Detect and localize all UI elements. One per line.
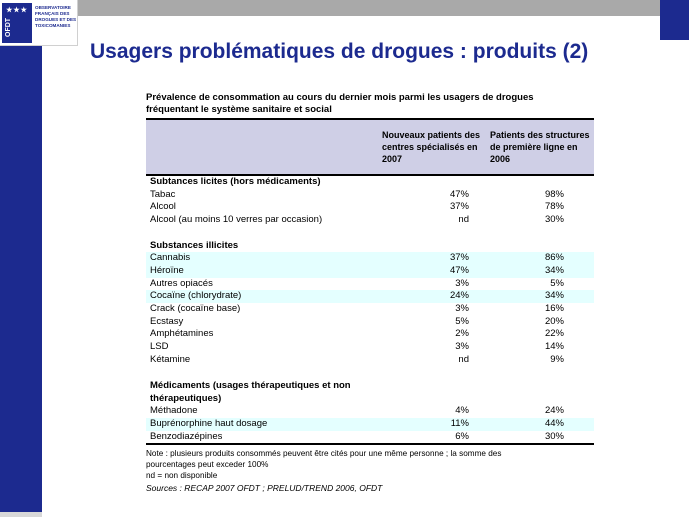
row-label: Tabac bbox=[150, 188, 176, 200]
value-first-line: 14% bbox=[544, 341, 564, 353]
empty-cell bbox=[486, 175, 594, 189]
row-label: Autres opiacés bbox=[150, 277, 213, 289]
table-header-row bbox=[146, 119, 594, 175]
table-row bbox=[146, 303, 594, 316]
ofdt-logo bbox=[0, 0, 78, 46]
top-gray-bar bbox=[78, 0, 660, 16]
table-row bbox=[146, 278, 594, 291]
prevalence-table bbox=[146, 118, 594, 445]
row-label: Cocaïne (chlorydrate) bbox=[146, 290, 378, 303]
empty-cell bbox=[486, 240, 594, 253]
bottom-tab bbox=[0, 512, 42, 517]
value-new-patients: 3% bbox=[455, 341, 469, 353]
value-new-patients: 5% bbox=[455, 315, 469, 327]
spacer-row bbox=[146, 227, 594, 240]
value-new-patients: nd bbox=[458, 353, 469, 365]
section-header-row bbox=[146, 240, 594, 253]
row-label: Kétamine bbox=[150, 353, 191, 365]
prevalence-table-block bbox=[146, 92, 594, 493]
row-label: Benzodiazépines bbox=[146, 431, 378, 445]
value-new-patients: nd bbox=[458, 214, 469, 226]
section-header-row bbox=[146, 175, 594, 189]
table-row bbox=[146, 405, 594, 418]
header-new-patients: Nouveaux patients des centres spécialisés en 2007 bbox=[378, 119, 486, 175]
logo-emblem bbox=[2, 3, 32, 43]
value-new-patients: 6% bbox=[378, 431, 486, 445]
table-row bbox=[146, 265, 594, 278]
table-row bbox=[146, 201, 594, 214]
logo-text-line: FRANÇAIS DES bbox=[35, 11, 70, 16]
logo-emblem-letters: OFDT bbox=[5, 17, 12, 37]
note-line: pourcentages peut exceder 100% bbox=[146, 460, 269, 470]
value-new-patients: 37% bbox=[378, 252, 486, 265]
value-first-line: 78% bbox=[544, 201, 564, 213]
value-first-line: 30% bbox=[486, 431, 594, 445]
table-row bbox=[146, 354, 594, 367]
value-new-patients: 37% bbox=[449, 201, 469, 213]
section-title: Médicaments (usages thérapeutiques et non thérapeutiques) bbox=[150, 380, 351, 405]
empty-cell bbox=[378, 240, 486, 253]
value-first-line: 24% bbox=[544, 405, 564, 417]
caption-line: Prévalence de consommation au cours du dernier mois parmi les usagers de drogues bbox=[146, 92, 534, 103]
left-brand-bar bbox=[0, 0, 42, 517]
section-header-row bbox=[146, 379, 594, 405]
table-caption bbox=[146, 92, 594, 118]
note-line: Note : plusieurs produits consommés peuvent être cités pour une même personne ; la somme des bbox=[146, 449, 502, 459]
row-label: Méthadone bbox=[150, 405, 198, 417]
sources-line: Sources : RECAP 2007 OFDT ; PRELUD/TREND 2006, OFDT bbox=[146, 483, 383, 494]
row-label: Alcool (au moins 10 verres par occasion) bbox=[150, 214, 323, 226]
logo-text-line: DROGUES ET DES bbox=[35, 17, 77, 22]
table-row bbox=[146, 252, 594, 265]
caption-line: fréquentant le système sanitaire et social bbox=[146, 104, 332, 115]
header-label-col bbox=[146, 119, 378, 175]
empty-cell bbox=[378, 379, 486, 405]
note-line: nd = non disponible bbox=[146, 471, 218, 481]
value-new-patients: 4% bbox=[455, 405, 469, 417]
value-new-patients: 3% bbox=[455, 277, 469, 289]
value-first-line: 44% bbox=[486, 418, 594, 431]
value-first-line: 86% bbox=[486, 252, 594, 265]
spacer-row bbox=[146, 367, 594, 380]
table-row bbox=[146, 290, 594, 303]
value-first-line: 5% bbox=[550, 277, 564, 289]
table-row bbox=[146, 189, 594, 202]
table-row bbox=[146, 418, 594, 431]
row-label: Buprénorphine haut dosage bbox=[146, 418, 378, 431]
value-first-line: 34% bbox=[486, 290, 594, 303]
row-label: Cannabis bbox=[146, 252, 378, 265]
table-row bbox=[146, 341, 594, 354]
row-label: Ecstasy bbox=[150, 315, 184, 327]
logo-text bbox=[35, 5, 77, 29]
value-first-line: 9% bbox=[550, 353, 564, 365]
table-row bbox=[146, 214, 594, 227]
row-label: Héroïne bbox=[146, 265, 378, 278]
value-first-line: 30% bbox=[544, 214, 564, 226]
section-title: Subtances licites (hors médicaments) bbox=[150, 176, 321, 187]
table-row bbox=[146, 316, 594, 329]
value-first-line: 34% bbox=[486, 265, 594, 278]
row-label: Crack (cocaïne base) bbox=[150, 303, 241, 315]
stars-icon: ★★★ bbox=[6, 7, 28, 14]
value-first-line: 22% bbox=[544, 328, 564, 340]
table-row bbox=[146, 431, 594, 445]
empty-cell bbox=[486, 379, 594, 405]
table-note bbox=[146, 448, 594, 481]
value-new-patients: 11% bbox=[378, 418, 486, 431]
header-first-line-patients: Patients des structures de première ligne en 2006 bbox=[486, 119, 594, 175]
value-new-patients: 2% bbox=[455, 328, 469, 340]
value-first-line: 98% bbox=[544, 188, 564, 200]
value-first-line: 16% bbox=[544, 303, 564, 315]
logo-text-line: OBSERVATOIRE bbox=[35, 5, 71, 10]
value-new-patients: 3% bbox=[455, 303, 469, 315]
row-label: Alcool bbox=[150, 201, 176, 213]
slide-title: Usagers problématiques de drogues : produits (2) bbox=[90, 40, 589, 63]
empty-cell bbox=[378, 175, 486, 189]
value-new-patients: 47% bbox=[449, 188, 469, 200]
row-label: Amphétamines bbox=[150, 328, 214, 340]
section-title: Substances illicites bbox=[150, 239, 239, 251]
corner-brand-block bbox=[660, 0, 689, 40]
table-row bbox=[146, 328, 594, 341]
row-label: LSD bbox=[150, 341, 169, 353]
value-new-patients: 47% bbox=[378, 265, 486, 278]
value-first-line: 20% bbox=[544, 315, 564, 327]
logo-text-line: TOXICOMANIES bbox=[35, 23, 71, 28]
value-new-patients: 24% bbox=[378, 290, 486, 303]
